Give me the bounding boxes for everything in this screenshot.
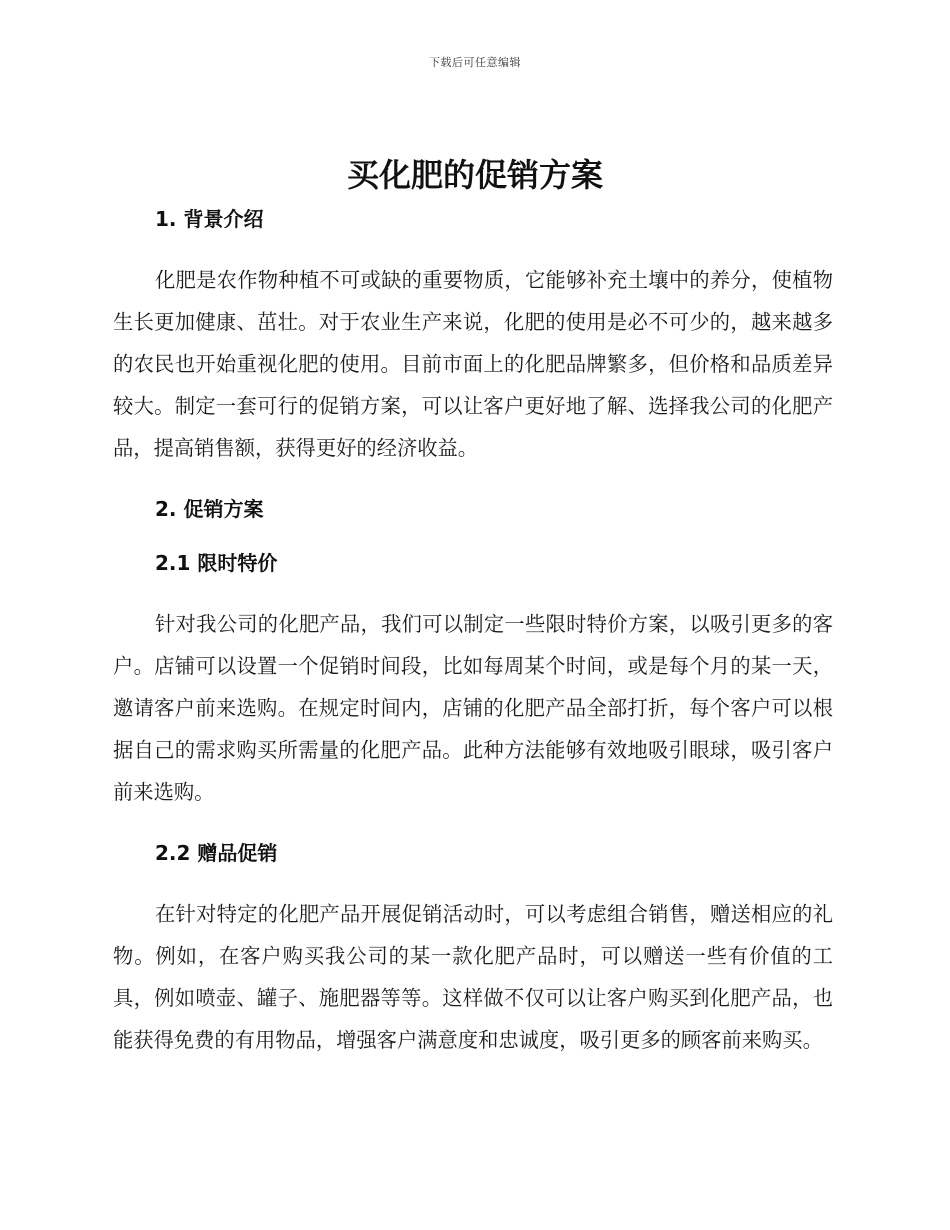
document-body [113, 200, 833, 1061]
document-title: 买化肥的促销方案 [346, 156, 603, 194]
subsection-paragraph-gift-promotion: 在针对特定的化肥产品开展促销活动时，可以考虑组合销售，赠送相应的礼物。例如，在客户购买我公司的某一款化肥产品时，可以赠送一些有价值的工具，例如喷壶、罐子、施肥器等等。这样做不仅可以让客户购买到化肥产品，也能获得免费的有用物品，增强客户满意度和忠诚度，吸引更多的顾客前来购买。 [113, 902, 833, 1052]
subsection-heading-limited-time-price: 2.1 限时特价 [155, 551, 278, 575]
subsection-paragraph-limited-time-price: 针对我公司的化肥产品，我们可以制定一些限时特价方案，以吸引更多的客户。店铺可以设置一个促销时间段，比如每周某个时间，或是每个月的某一天，邀请客户前来选购。在规定时间内，店铺的化肥产品全部打折，每个客户可以根据自己的需求购买所需量的化肥产品。此种方法能够有效地吸引眼球，吸引客户前来选购。 [113, 612, 833, 804]
subsection-heading-gift-promotion: 2.2 赠品促销 [155, 841, 278, 865]
page-header-note: 下载后可任意编辑 [429, 56, 521, 69]
section-paragraph-background: 化肥是农作物种植不可或缺的重要物质，它能够补充土壤中的养分，使植物生长更加健康、茁壮。对于农业生产来说，化肥的使用是必不可少的，越来越多的农民也开始重视化肥的使用。目前市面上的化肥品牌繁多，但价格和品质差异较大。制定一套可行的促销方案，可以让客户更好地了解、选择我公司的化肥产品，提高销售额，获得更好的经济收益。 [113, 268, 833, 460]
section-heading-background: 1. 背景介绍 [155, 207, 264, 231]
section-heading-promotion-plan: 2. 促销方案 [155, 497, 264, 521]
